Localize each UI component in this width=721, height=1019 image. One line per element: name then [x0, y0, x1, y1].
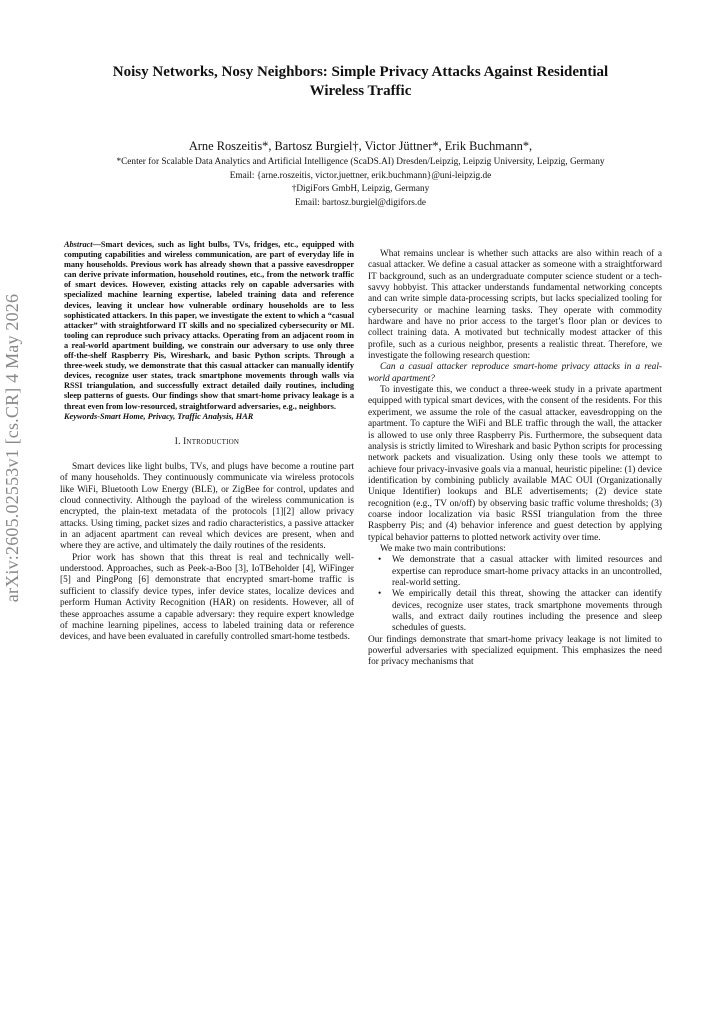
contributions-intro: We make two main contributions:	[380, 543, 506, 554]
contributions-list	[368, 555, 662, 634]
author-list: Arne Roszeitis*, Bartosz Burgiel†, Victor Jüttner*, Erik Buchmann*,	[188, 139, 533, 153]
arxiv-stamp: arXiv:2605.02553v1 [cs.CR] 4 May 2026	[2, 293, 22, 603]
abstract-label: Abstract	[64, 240, 93, 249]
paper-title-line-1: Noisy Networks, Nosy Neighbors: Simple Privacy Attacks Against Residential	[112, 64, 609, 80]
contribution-item-1: • We demonstrate that a casual attacker with limited resources and expertise can reproduce smart-home privacy attacks in an uncontrolled, real-world setting.	[368, 555, 662, 589]
left-column	[60, 240, 354, 644]
section-heading-introduction	[60, 437, 354, 448]
section-number: I.	[174, 436, 181, 447]
affiliations	[0, 156, 721, 210]
intro-paragraph-2: Prior work has shown that this threat is real and technically well-understood. Approaches, such as Peek-a-Boo [3], IoTBeholder [4], WiFinger [5] and PingPong [6] demonstrate that encrypted smart-home traffic is sufficient to classify device types, infer device states, localize devices and perform Human Activity Recognition (HAR) on residents. However, all of these approaches assume a capable adversary: they require expert knowledge of machine learning pipelines, access to labeled training data or reference devices, and have been evaluated in carefully controlled smart-home testbeds.	[60, 552, 354, 643]
paper-title-line-2: Wireless Traffic	[309, 83, 412, 99]
findings-paragraph: Our findings demonstrate that smart-home privacy leakage is not limited to powerful adversaries with specialized equipment. This emphasizes the need for privacy mechanisms that	[368, 634, 662, 668]
right-column	[368, 249, 662, 669]
intro-paragraph-1: Smart devices like light bulbs, TVs, and plugs have become a routine part of many households. They continuously communicate via wireless protocols like WiFi, Bluetooth Low Energy (BLE), or ZigBee for control, updates and cloud connectivity. Although the payload of the wireless communication is encrypted, the plain-text metadata of the protocols [1][2] allow privacy attacks. Using timing, packet sizes and radio characteristics, a passive attacker in an adjacent apartment can reveal which devices are present, when and where they are active, and ultimately the daily routines of the residents.	[60, 462, 354, 552]
email-digifors: Email: bartosz.burgiel@digifors.de	[294, 197, 427, 208]
abstract-text: —Smart devices, such as light bulbs, TVs, fridges, etc., equipped with computing capabilities and wireless communication, are part of everyday life in many households. Previous work has already shown that a passive eavesdropper can derive private information, household routines, etc., from the network traffic of smart devices. However, existing attacks rely on capable adversaries with specialized machine learning expertise, labeled training data and reference devices, leaving it unclear how vulnerable ordinary households are to less sophisticated attackers. In this paper, we investigate the extent to which a “casual attacker” with straightforward IT skills and no specialized cybersecurity or ML tooling can reproduce such privacy attacks. Operating from an adjacent room in a real-world apartment building, we constrain our adversary to use only three off-the-shelf Raspberry Pis, Wireshark, and basic Python scripts. Through a three-week study, we demonstrate that this casual attacker can manually identify devices, recognize user states, track smartphone movements through walls via RSSI triangulation, and successfully extract detailed daily routines, including sleep patterns of guests. Our findings show that smart-home privacy leakage is a threat even from low-resourced, straightforward adversaries, e.g., neighbors.	[64, 240, 354, 411]
affiliation-scads: *Center for Scalable Data Analytics and Artificial Intelligence (ScaDS.AI) Dresden/Leipzig, Leipzig University, Leipzig, Germany	[116, 157, 605, 167]
paper-title	[60, 63, 661, 101]
contribution-item-2: • We empirically detail this threat, showing the attacker can identify devices, recognize user states, track smartphone movements through walls, and extract daily routines including the presence and sleep schedules of guests.	[368, 589, 662, 634]
casual-attacker-paragraph: What remains unclear is whether such attacks are also within reach of a casual attacker. We define a casual attacker as someone with a straightforward IT background, such as an undergraduate computer science student or a tech-savvy hobbyist. This attacker understands fundamental networking concepts and can write simple data-processing scripts, but lacks specialized tooling for cybersecurity or machine learning tasks. They operate with commodity hardware and have no prior access to the target’s floor plan or devices to collect training data. A motivated but technically modest attacker of this profile, such as a curious neighbor, presents a realistic threat. Therefore, we investigate the following research question:	[368, 249, 662, 362]
research-question: Can a casual attacker reproduce smart-home privacy attacks in a real-world apartment?	[368, 362, 662, 384]
study-paragraph: To investigate this, we conduct a three-week study in a private apartment equipped with typical smart devices, with the consent of the residents. For this experiment, we assume the role of the casual attacker, eavesdropping on the apartment. To capture the WiFi and BLE traffic through the wall, the attacker is allowed to use only three Raspberry Pis. Furthermore, the subsequent data analysis is strictly limited to Wireshark and basic Python scripts for processing network packets and visualization. Using only these tools we attempt to achieve four privacy-invasive goals via a manual, heuristic pipeline: (1) device identification by combining publicly available MAC OUI (Organizationally Unique Identifier) lookups and BLE advertisements; (2) device state recognition (e.g., TV on/off) by observing basic traffic volume thresholds; (3) coarse indoor localization via basic RSSI triangulation from the three Raspberry Pis; and (4) behavior inference and guest detection by applying typical behavior patterns to plotted network activity over time.	[368, 385, 662, 543]
section-title: Introduction	[183, 436, 240, 447]
email-leipzig: Email: {arne.roszeitis, victor.juettner, erik.buchmann}@uni-leipzig.de	[229, 170, 492, 181]
keywords: Keywords-Smart Home, Privacy, Traffic Analysis, HAR	[64, 411, 254, 421]
abstract	[60, 240, 354, 412]
affiliation-digifors: †DigiFors GmbH, Leipzig, Germany	[291, 184, 430, 194]
